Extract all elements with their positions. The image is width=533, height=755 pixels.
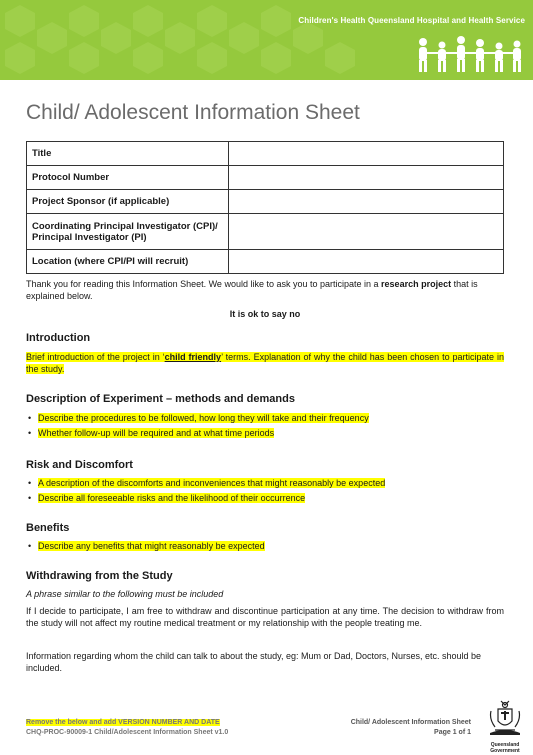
risk-bullet-list [26,476,504,506]
row-value-field[interactable] [229,190,504,214]
page-number: Page 1 of 1 [434,729,471,736]
org-name: Children's Health Queensland Hospital and Health Service [298,16,525,25]
logo-text-queensland: Queensland [490,742,520,748]
queensland-government-logo [483,697,527,754]
introduction-text: Brief introduction of the project in ‘child friendly’ terms. Explanation of why the child has been chosen to participate in the study. [26,352,504,374]
row-label: Protocol Number [27,166,229,190]
table-row [27,214,504,250]
benefits-bullet-list [26,539,504,554]
page-title: Child/ Adolescent Information Sheet [26,101,360,124]
list-item: • Whether follow-up will be required and at what time periods [26,426,504,441]
bullet-icon: • [28,413,32,423]
row-label: Coordinating Principal Investigator (CPI)/ Principal Investigator (PI) [27,214,229,250]
intro-bold-text: research project [381,279,452,289]
footer-page-info [351,718,471,738]
contact-paragraph: Information regarding whom the child can talk to about the study, eg: Mum or Dad, Doctors, Nurses, etc. should be included. [26,651,482,673]
section-heading-benefits: Benefits [26,522,70,534]
children-holding-hands-icon [415,36,527,74]
experiment-bullet-list [26,411,504,441]
row-value-field[interactable] [229,142,504,166]
footer-doc-title: Child/ Adolescent Information Sheet [350,719,471,726]
section-heading-introduction: Introduction [26,332,91,344]
bullet-icon: • [28,493,32,503]
list-item: • Describe all foreseeable risks and the likelihood of their occurrence [26,491,504,506]
list-item: • A description of the discomforts and inconveniences that might reasonably be expected [26,476,504,491]
row-value-field[interactable] [229,166,504,190]
row-value-field[interactable] [229,214,504,250]
bullet-icon: • [28,541,32,551]
row-value-field[interactable] [229,250,504,274]
withdraw-paragraph: If I decide to participate, I am free to withdraw and discontinue participation at any time. The decision to withdraw from the study will not affect my routine medical treatment or my relationship with the people treating me. [26,606,504,628]
list-item: • Describe the procedures to be followed, how long they will take and their frequency [26,411,504,426]
child-friendly-term: child friendly [164,352,222,362]
section-heading-risk: Risk and Discomfort [26,459,133,471]
footer-doc-code: CHQ-PROC-90009-1 Child/Adolescent Information Sheet v1.0 [26,729,229,736]
withdraw-note: A phrase similar to the following must be included [26,589,224,599]
table-row [27,190,504,214]
row-label: Location (where CPI/PI will recruit) [27,250,229,274]
footer-version-info [26,718,228,738]
bullet-icon: • [28,478,32,488]
header-banner [0,0,533,80]
footer-instruction: Remove the below and add VERSION NUMBER AND DATE [26,719,220,726]
section-heading-withdrawing: Withdrawing from the Study [26,570,173,582]
bullet-icon: • [28,428,32,438]
intro-text-end: that is explained below. [26,279,478,301]
project-info-table [26,141,504,274]
row-label: Project Sponsor (if applicable) [27,190,229,214]
logo-text-government: Government [490,748,520,754]
table-row [27,142,504,166]
intro-brief-text-end: terms. Explanation of why the child has been chosen to participate in the study. [26,352,504,374]
queensland-coat-of-arms-icon [487,697,523,737]
ok-to-say-no: It is ok to say no [229,309,301,319]
intro-paragraph [26,278,504,302]
table-row [27,166,504,190]
list-item: • Describe any benefits that might reasonably be expected [26,539,504,554]
intro-text: Thank you for reading this Information Sheet. We would like to ask you to participate in a [26,279,379,289]
intro-brief-text: Brief introduction of the project in [26,352,163,362]
row-label: Title [27,142,229,166]
table-row [27,250,504,274]
section-heading-experiment: Description of Experiment – methods and demands [26,393,295,405]
